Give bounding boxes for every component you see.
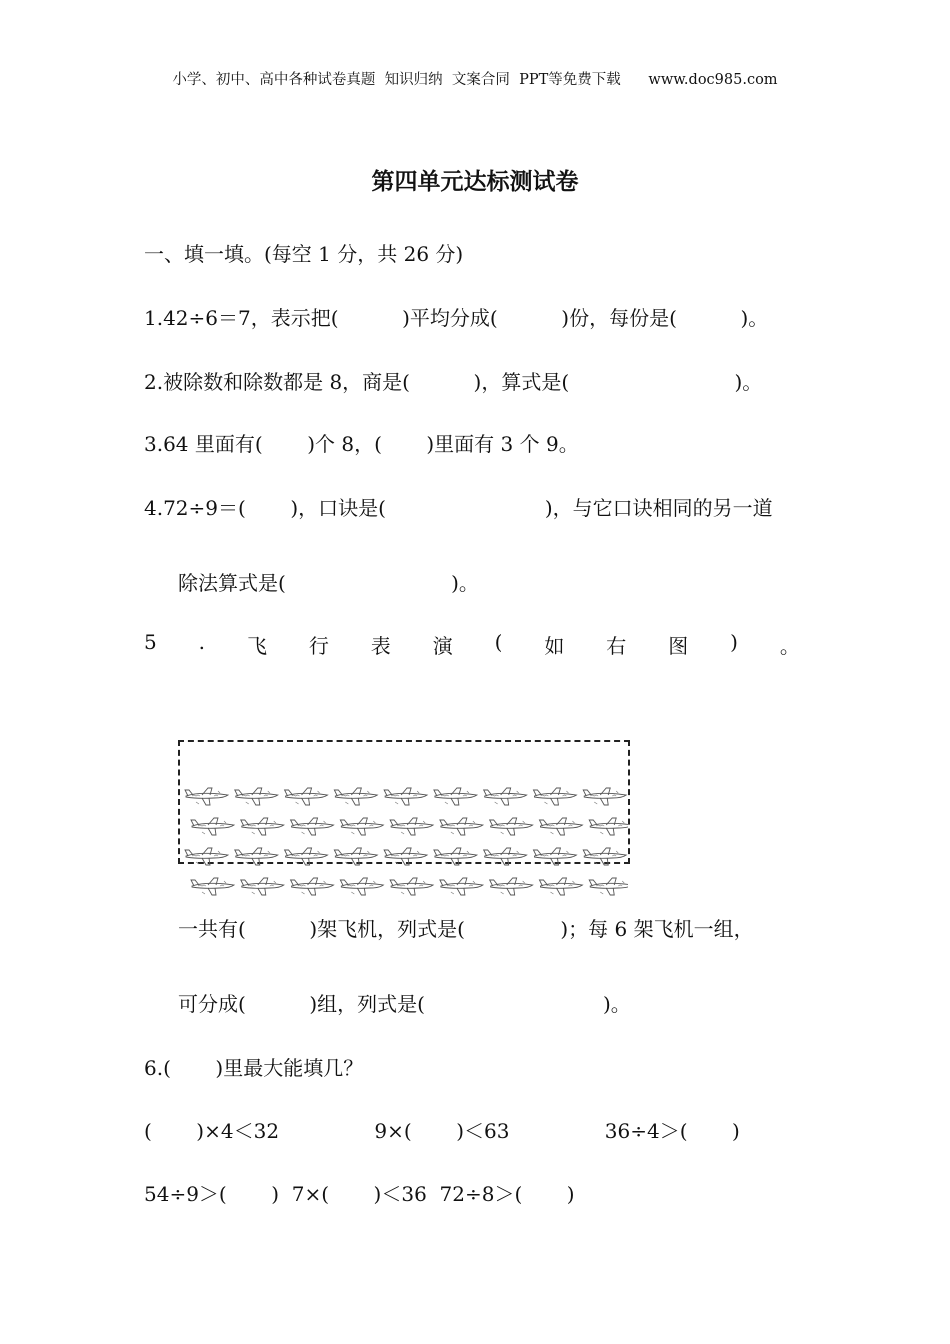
airplane-icon <box>539 818 582 835</box>
airplane-icon <box>235 848 278 865</box>
question-5-line-1: 一共有( )架飞机，列式是( )；每 6 架飞机一组， <box>178 917 754 941</box>
airplane-icon <box>589 878 628 895</box>
airplane-icon <box>285 848 328 865</box>
page-title: 第四单元达标测试卷 <box>371 169 579 195</box>
section-heading: 一、填一填。(每空 1 分，共 26 分) <box>144 242 464 266</box>
question-5-heading <box>144 630 800 659</box>
question-4-line-1: 4.72÷9＝( )，口诀是( )，与它口诀相同的另一道 <box>144 496 773 520</box>
airplane-icon <box>434 788 477 805</box>
airplane-icon <box>484 788 527 805</box>
airplane-icon <box>291 818 334 835</box>
airplane-icon <box>490 818 533 835</box>
q5-token: ) <box>730 630 738 654</box>
airplane-icon <box>490 878 533 895</box>
q5-token: . <box>198 630 206 654</box>
airplane-icon <box>583 788 626 805</box>
q5-token: 表 <box>370 634 391 658</box>
airplane-icon <box>334 848 377 865</box>
airplane-icon <box>191 878 234 895</box>
q5-token: ( <box>494 630 503 654</box>
airplane-icon <box>583 848 626 865</box>
q5-token: 如 <box>544 634 565 658</box>
question-1: 1.42÷6＝7，表示把( )平均分成( )份，每份是( )。 <box>144 306 769 330</box>
question-6-row-1: ( )×4＜32 9×( )＜63 36÷4＞( ) <box>144 1119 740 1143</box>
q5-token: 。 <box>779 634 800 658</box>
airplane-icon <box>533 788 576 805</box>
airplane-icon <box>440 818 483 835</box>
airplane-icon <box>241 818 284 835</box>
airplane-icon <box>484 848 527 865</box>
q5-token: 行 <box>308 634 329 658</box>
question-6-row-2: 54÷9＞( ) 7×( )＜36 72÷8＞( ) <box>144 1182 575 1206</box>
airplane-icon <box>285 788 328 805</box>
q5-token: 右 <box>606 634 627 658</box>
airplane-icon <box>440 878 483 895</box>
airplane-icon <box>539 878 582 895</box>
airplane-icon <box>390 818 433 835</box>
page-header: 小学、初中、高中各种试卷真题 知识归纳 文案合同 PPT等免费下载 www.doc985.com <box>172 72 778 88</box>
q5-token: 5 <box>144 630 157 654</box>
q5-token: 飞 <box>246 634 267 658</box>
airplane-figure <box>178 740 630 864</box>
airplane-icon <box>340 878 383 895</box>
airplane-grid <box>180 780 628 900</box>
question-2: 2.被除数和除数都是 8，商是( )，算式是( )。 <box>144 370 763 394</box>
airplane-icon <box>390 878 433 895</box>
airplane-icon <box>533 848 576 865</box>
airplane-icon <box>185 848 228 865</box>
question-3: 3.64 里面有( )个 8，( )里面有 3 个 9。 <box>144 432 579 456</box>
airplane-icon <box>235 788 278 805</box>
airplane-icon <box>291 878 334 895</box>
airplane-icon <box>434 848 477 865</box>
q5-token: 演 <box>432 634 453 658</box>
airplane-icon <box>384 848 427 865</box>
airplane-icon <box>185 788 228 805</box>
question-5-line-2: 可分成( )组，列式是( )。 <box>178 992 631 1016</box>
airplane-icon <box>589 818 628 835</box>
airplane-icon <box>191 818 234 835</box>
airplane-icon <box>384 788 427 805</box>
question-4-line-2: 除法算式是( )。 <box>178 571 479 595</box>
airplane-icon <box>334 788 377 805</box>
q5-token: 图 <box>668 634 689 658</box>
question-6: 6.( )里最大能填几？ <box>144 1056 364 1080</box>
airplane-icon <box>241 878 284 895</box>
airplane-icon <box>340 818 383 835</box>
